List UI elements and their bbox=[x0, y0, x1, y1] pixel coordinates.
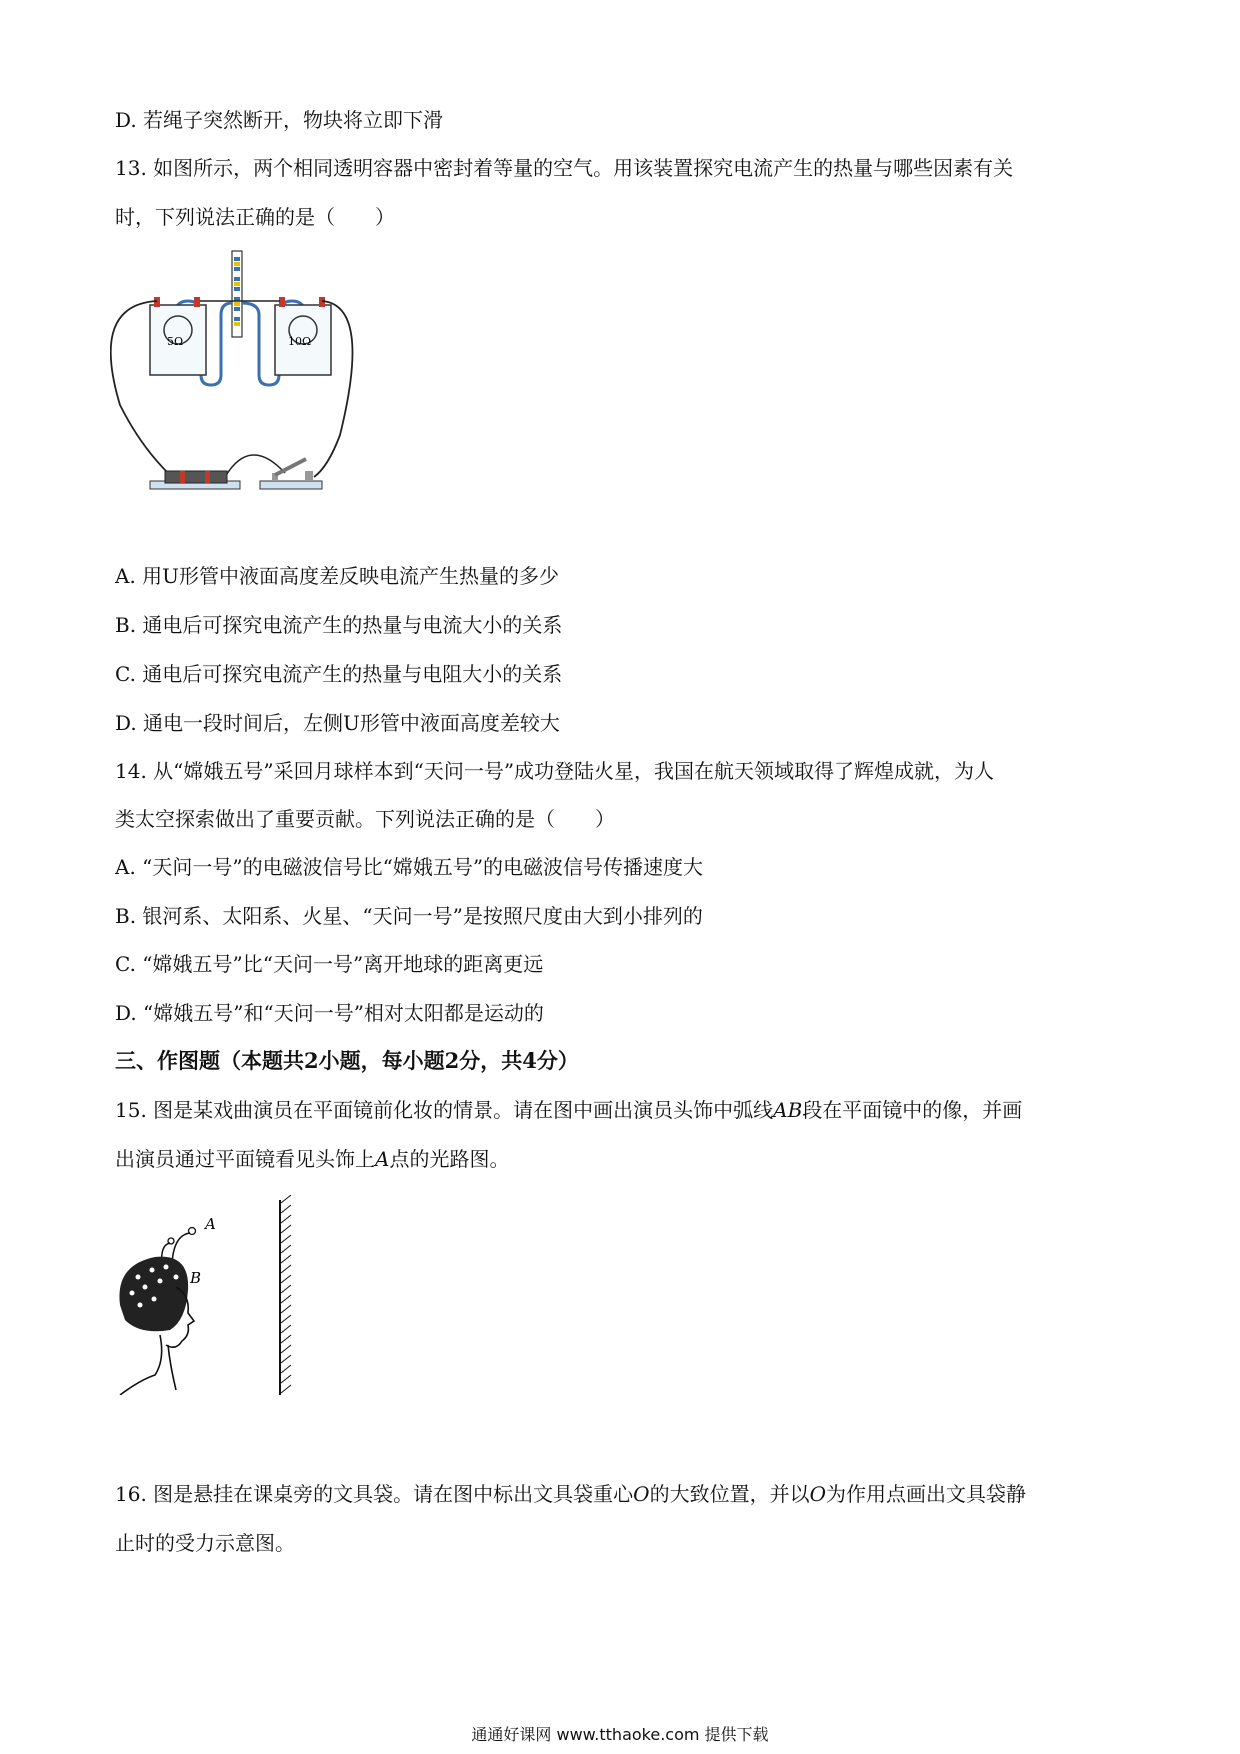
q13-right-resistor-label: 10Ω bbox=[288, 335, 312, 348]
q14-option-b: B. 银河系、太阳系、火星、“天问一号”是按照尺度由大到小排列的 bbox=[115, 904, 703, 928]
q13-option-d: D. 通电一段时间后，左侧U形管中液面高度差较大 bbox=[115, 711, 560, 735]
q13-option-a: A. 用U形管中液面高度差反映电流产生热量的多少 bbox=[115, 564, 560, 588]
q15-stem-line1: 15. 图是某戏曲演员在平面镜前化妆的情景。请在图中画出演员头饰中弧线AB段在平面镜中的像，并画 bbox=[115, 1098, 1023, 1122]
q13-circuit-figure bbox=[110, 245, 370, 505]
q16-stem-line2: 止时的受力示意图。 bbox=[115, 1531, 295, 1555]
q15-stem-line2: 出演员通过平面镜看见头饰上A点的光路图。 bbox=[115, 1147, 510, 1171]
q14-stem-line2: 类太空探索做出了重要贡献。下列说法正确的是（ ） bbox=[115, 807, 615, 831]
q13-option-c: C. 通电后可探究电流产生的热量与电阻大小的关系 bbox=[115, 662, 563, 686]
q16-stem-line1: 16. 图是悬挂在课桌旁的文具袋。请在图中标出文具袋重心O的大致位置，并以O为作用点画出文具袋静 bbox=[115, 1482, 1026, 1506]
q13-stem-line1: 13. 如图所示，两个相同透明容器中密封着等量的空气。用该装置探究电流产生的热量与哪些因素有关 bbox=[115, 156, 1014, 180]
q13-left-resistor-label: 5Ω bbox=[167, 335, 184, 348]
q12-option-d: D. 若绳子突然断开，物块将立即下滑 bbox=[115, 108, 444, 132]
section3-heading: 三、作图题（本题共2小题，每小题2分，共4分） bbox=[115, 1048, 579, 1073]
q13-stem-line2: 时，下列说法正确的是（ ） bbox=[115, 205, 395, 229]
q14-option-a: A. “天问一号”的电磁波信号比“嫦娥五号”的电磁波信号传播速度大 bbox=[115, 855, 704, 879]
q14-stem-line1: 14. 从“嫦娥五号”采回月球样本到“天问一号”成功登陆火星，我国在航天领域取得了辉煌成就，为人 bbox=[115, 759, 995, 783]
q13-option-b: B. 通电后可探究电流产生的热量与电流大小的关系 bbox=[115, 613, 563, 637]
q15-label-a: A bbox=[205, 1215, 216, 1233]
q14-option-c: C. “嫦娥五号”比“天问一号”离开地球的距离更远 bbox=[115, 952, 544, 976]
q15-mirror-figure bbox=[110, 1195, 310, 1395]
q14-option-d: D. “嫦娥五号”和“天问一号”相对太阳都是运动的 bbox=[115, 1001, 544, 1025]
page-footer: 通通好课网 www.tthaoke.com 提供下载 bbox=[471, 1725, 769, 1744]
q15-label-b: B bbox=[190, 1269, 202, 1287]
